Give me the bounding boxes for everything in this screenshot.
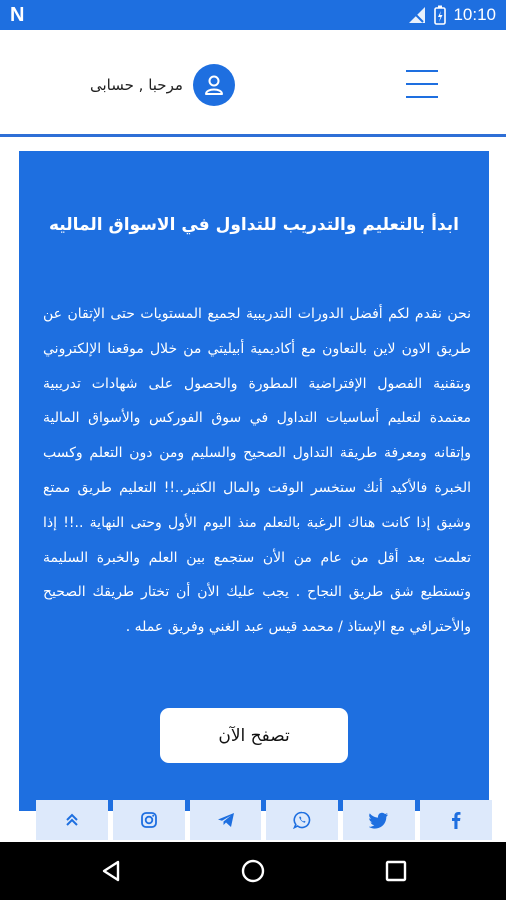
hero-card (19, 151, 489, 811)
instagram-icon[interactable] (113, 800, 185, 840)
recents-icon[interactable] (381, 856, 411, 886)
n-app-icon: N (10, 4, 25, 26)
scroll-top-icon[interactable] (36, 800, 108, 840)
signal-icon (407, 6, 427, 24)
header-divider (0, 134, 506, 137)
browse-now-button[interactable]: تصفح الآن (160, 708, 348, 763)
clock: 10:10 (453, 5, 496, 24)
home-icon[interactable] (238, 856, 268, 886)
social-bar (36, 800, 492, 840)
menu-icon[interactable] (406, 70, 440, 98)
twitter-icon[interactable] (343, 800, 415, 840)
system-nav-bar (0, 842, 506, 900)
back-icon[interactable] (96, 856, 126, 886)
status-icons (407, 5, 496, 25)
hero-description: نحن نقدم لكم أفضل الدورات التدريبية لجميع المستويات حتى الإتقان عن طريق الاون لاين بالتعاون مع أكاديمية أبيليتي من خلال موقعنا الإلكتروني وبتقنية الفصول الإفتراضية المطورة والحصول على شهادات تدريبية معتمدة لتعليم أساسيات التداول في سوق الفوركس والأسواق المالية وإتقانه ومعرفة طريقة التداول الصحيح والسليم ومن دون التعلم وكسب الخبرة فالأكيد أنك ستخسر الوقت والمال الكثير..!! التعليم طريق ممتع وشيق إذا كانت هناك الرغبة بالتعلم منذ اليوم الأول وحتى النهاية ..!! إذا تعلمت بعد أقل من عام من الأن ستجمع بين العلم والخبرة السليمة وتستطيع شق طريق النجاح . يجب عليك الأن أن تختار طريقك الصحيح والأحترافي مع الإستاذ / محمد قيس عبد الغني وفريق عمله . (43, 306, 471, 636)
user-icon[interactable] (193, 64, 235, 106)
whatsapp-icon[interactable] (266, 800, 338, 840)
hero-title: ابدأ بالتعليم والتدريب للتداول في الاسواق الماليه (48, 215, 460, 235)
account-label: مرحبا , حسابى (90, 76, 183, 94)
battery-icon (434, 5, 446, 25)
account-link[interactable] (90, 64, 235, 106)
telegram-icon[interactable] (190, 800, 262, 840)
facebook-icon[interactable] (420, 800, 492, 840)
status-bar (0, 0, 506, 30)
